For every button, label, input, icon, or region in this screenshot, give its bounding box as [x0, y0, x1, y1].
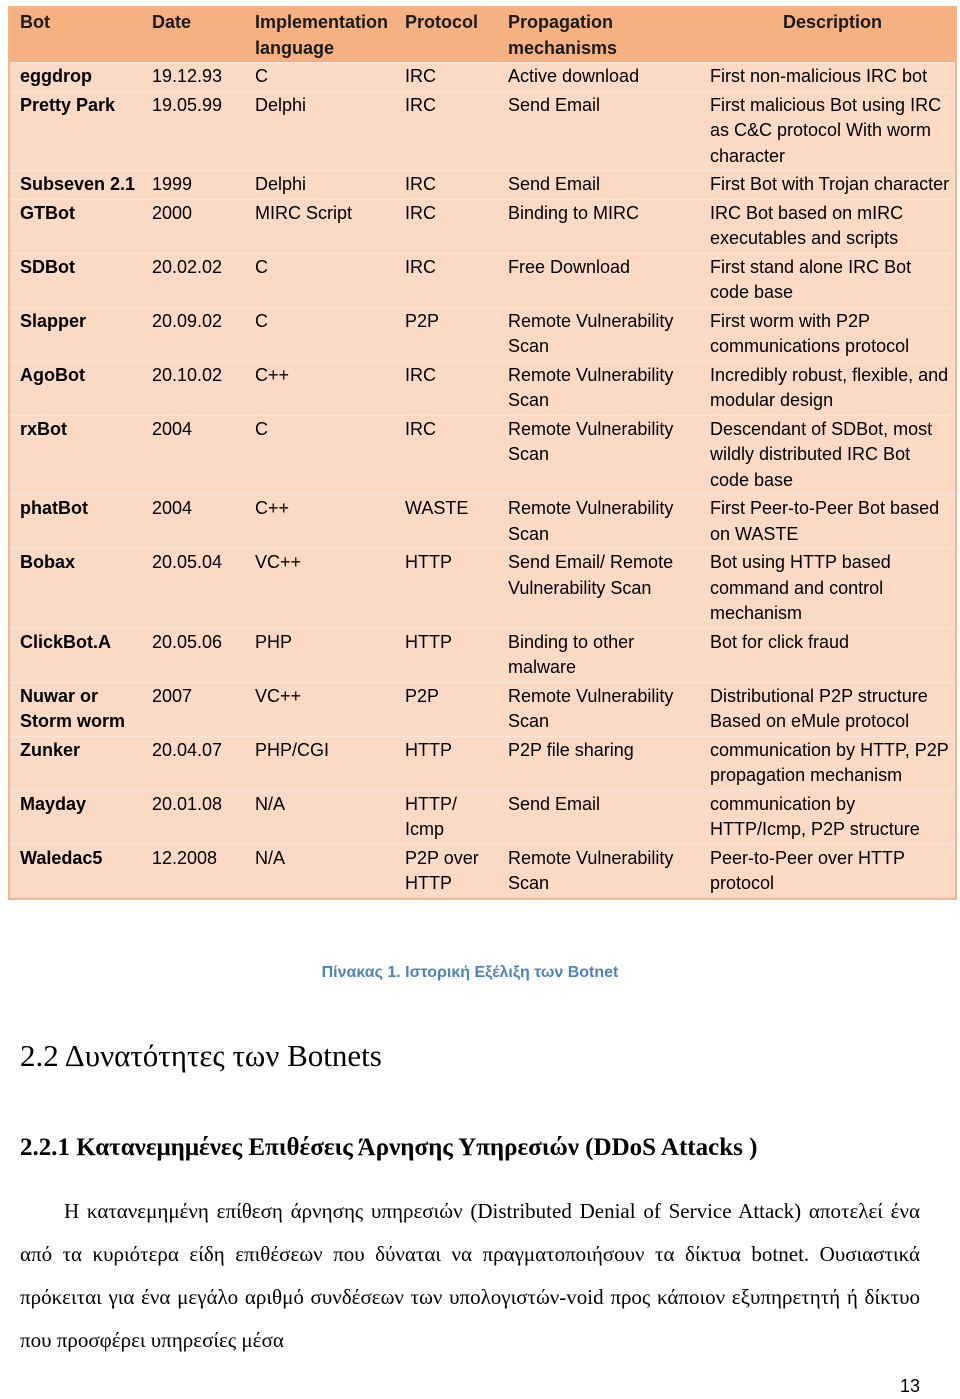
cell-bot: Pretty Park — [20, 94, 116, 115]
cell-prop: Remote Vulnerability Scan — [508, 310, 674, 356]
cell-desc: Descendant of SDBot, most wildly distributed IRC Bot code base — [710, 418, 933, 490]
header-protocol: Protocol — [395, 7, 498, 63]
table-header-row — [9, 7, 956, 63]
table-row — [9, 253, 956, 307]
cell-bot: Slapper — [20, 310, 87, 331]
cell-bot: eggdrop — [20, 66, 92, 86]
cell-prop: Send Email — [508, 793, 601, 814]
cell-proto: IRC — [405, 94, 436, 115]
cell-prop: Remote Vulnerability Scan — [508, 847, 674, 893]
cell-date: 20.09.02 — [152, 310, 223, 331]
cell-proto: IRC — [405, 174, 436, 194]
table-body — [9, 63, 956, 899]
table-row — [9, 549, 956, 629]
page-number: 13 — [899, 1376, 920, 1396]
cell-proto: HTTP/ Icmp — [405, 793, 457, 839]
cell-desc: Incredibly robust, flexible, and modular design — [710, 364, 949, 410]
section-heading: 2.2 Δυνατότητες των Botnets — [20, 1038, 382, 1073]
header-bot: Bot — [9, 7, 142, 63]
cell-proto: P2P — [405, 685, 440, 706]
cell-lang: N/A — [255, 793, 286, 814]
cell-date: 20.04.07 — [152, 739, 223, 760]
cell-date: 20.02.02 — [152, 256, 223, 277]
table-row — [9, 682, 956, 736]
cell-lang: C — [255, 310, 268, 331]
cell-proto: IRC — [405, 256, 436, 277]
table-row — [9, 63, 956, 92]
cell-desc: First Bot with Trojan character — [710, 174, 950, 194]
cell-date: 19.12.93 — [152, 66, 223, 86]
cell-lang: N/A — [255, 847, 286, 868]
cell-prop: Binding to other malware — [508, 631, 635, 677]
cell-desc: Bot using HTTP based command and control mechanism — [710, 552, 891, 623]
cell-date: 2004 — [152, 418, 193, 439]
cell-lang: C — [255, 66, 268, 86]
cell-date: 2004 — [152, 498, 193, 518]
cell-proto: IRC — [405, 364, 436, 385]
cell-bot: AgoBot — [20, 364, 85, 385]
cell-prop: Send Email — [508, 174, 601, 194]
cell-lang: PHP/CGI — [255, 739, 330, 760]
header-date: Date — [142, 7, 245, 63]
cell-prop: Remote Vulnerability Scan — [508, 364, 674, 410]
cell-lang: C — [255, 418, 268, 439]
cell-proto: P2P — [405, 310, 440, 331]
cell-date: 1999 — [152, 174, 193, 194]
table-row — [9, 844, 956, 899]
table-caption: Πίνακας 1. Ιστορική Εξέλιξη των Botnet — [321, 964, 619, 981]
cell-prop: Remote Vulnerability Scan — [508, 685, 674, 731]
cell-desc: communication by HTTP, P2P propagation mechanism — [710, 739, 949, 785]
cell-lang: VC++ — [255, 552, 302, 572]
cell-prop: Free Download — [508, 256, 631, 277]
cell-desc: First worm with P2P communications protocol — [710, 310, 910, 356]
subsection-heading: 2.2.1 Κατανεμημένες Επιθέσεις Άρνησης Υπηρεσιών (DDoS Attacks ) — [20, 1134, 758, 1161]
table-row — [9, 91, 956, 171]
cell-date: 2007 — [152, 685, 193, 706]
cell-bot: Mayday — [20, 793, 87, 814]
cell-bot: rxBot — [20, 418, 68, 439]
cell-desc: Peer-to-Peer over HTTP protocol — [710, 847, 905, 893]
body-paragraph: Η κατανεμημένη επίθεση άρνησης υπηρεσιών (Distributed Denial of Service Attack) αποτελεί ένα από τα κυριότερα είδη επιθέσεων που δύναται να πραγματοποιήσουν τα δίκτυα botnet. Ουσιαστικά πρόκειται για ένα μεγάλο αριθμό συνδέσεων των υπολογιστών-void προς κάποιον εξυπηρετητή ή δίκτυο που προσφέρει υπηρεσίες μέσα — [20, 1199, 920, 1352]
cell-bot: Bobax — [20, 552, 76, 572]
cell-bot: Zunker — [20, 739, 81, 760]
cell-bot: Subseven 2.1 — [20, 174, 136, 194]
cell-proto: P2P over HTTP — [405, 847, 479, 893]
cell-bot: Nuwar or Storm worm — [20, 685, 126, 731]
cell-lang: C — [255, 256, 268, 277]
cell-lang: C++ — [255, 364, 290, 385]
cell-proto: WASTE — [405, 498, 469, 518]
cell-bot: ClickBot.A — [20, 631, 112, 652]
cell-lang: C++ — [255, 498, 290, 518]
cell-desc: First non-malicious IRC bot — [710, 66, 928, 86]
table-row — [9, 307, 956, 361]
cell-date: 20.01.08 — [152, 793, 223, 814]
cell-bot: SDBot — [20, 256, 75, 277]
cell-bot: Waledac5 — [20, 847, 103, 868]
cell-date: 19.05.99 — [152, 94, 223, 115]
cell-prop: Remote Vulnerability Scan — [508, 418, 674, 464]
cell-prop: Send Email/ Remote Vulnerability Scan — [508, 552, 674, 598]
cell-proto: IRC — [405, 202, 436, 223]
table-row — [9, 628, 956, 682]
table-row — [9, 415, 956, 495]
cell-date: 12.2008 — [152, 847, 218, 868]
table-row — [9, 171, 956, 200]
cell-bot: phatBot — [20, 498, 88, 518]
cell-date: 20.05.04 — [152, 552, 223, 572]
cell-proto: HTTP — [405, 552, 452, 572]
cell-proto: HTTP — [405, 631, 452, 652]
cell-prop: Remote Vulnerability Scan — [508, 498, 674, 544]
cell-desc: Distributional P2P structure Based on eMule protocol — [710, 685, 928, 731]
cell-bot: GTBot — [20, 202, 75, 223]
cell-proto: IRC — [405, 418, 436, 439]
cell-desc: communication by HTTP/Icmp, P2P structure — [710, 793, 920, 839]
cell-lang: PHP — [255, 631, 293, 652]
cell-date: 20.05.06 — [152, 631, 223, 652]
header-description: Description — [704, 7, 956, 63]
table-row — [9, 790, 956, 844]
botnet-history-table — [8, 6, 957, 900]
cell-desc: First malicious Bot using IRC as C&C protocol With worm character — [710, 94, 942, 166]
table-row — [9, 199, 956, 253]
cell-prop: Binding to MIRC — [508, 202, 640, 223]
cell-date: 2000 — [152, 202, 193, 223]
cell-proto: IRC — [405, 66, 436, 86]
cell-lang: VC++ — [255, 685, 302, 706]
cell-proto: HTTP — [405, 739, 452, 760]
cell-prop: Send Email — [508, 94, 601, 115]
cell-lang: Delphi — [255, 94, 307, 115]
table-row — [9, 495, 956, 549]
cell-prop: P2P file sharing — [508, 739, 634, 760]
cell-desc: First Peer-to-Peer Bot based on WASTE — [710, 498, 940, 544]
cell-desc: IRC Bot based on mIRC executables and scripts — [710, 202, 904, 248]
table-row — [9, 736, 956, 790]
header-propagation: Propagation mechanisms — [498, 7, 704, 63]
cell-desc: Bot for click fraud — [710, 631, 850, 652]
cell-lang: MIRC Script — [255, 202, 353, 223]
header-language: Implementation language — [245, 7, 395, 63]
cell-date: 20.10.02 — [152, 364, 223, 385]
cell-prop: Active download — [508, 66, 640, 86]
table-row — [9, 361, 956, 415]
cell-desc: First stand alone IRC Bot code base — [710, 256, 912, 302]
cell-lang: Delphi — [255, 174, 307, 194]
